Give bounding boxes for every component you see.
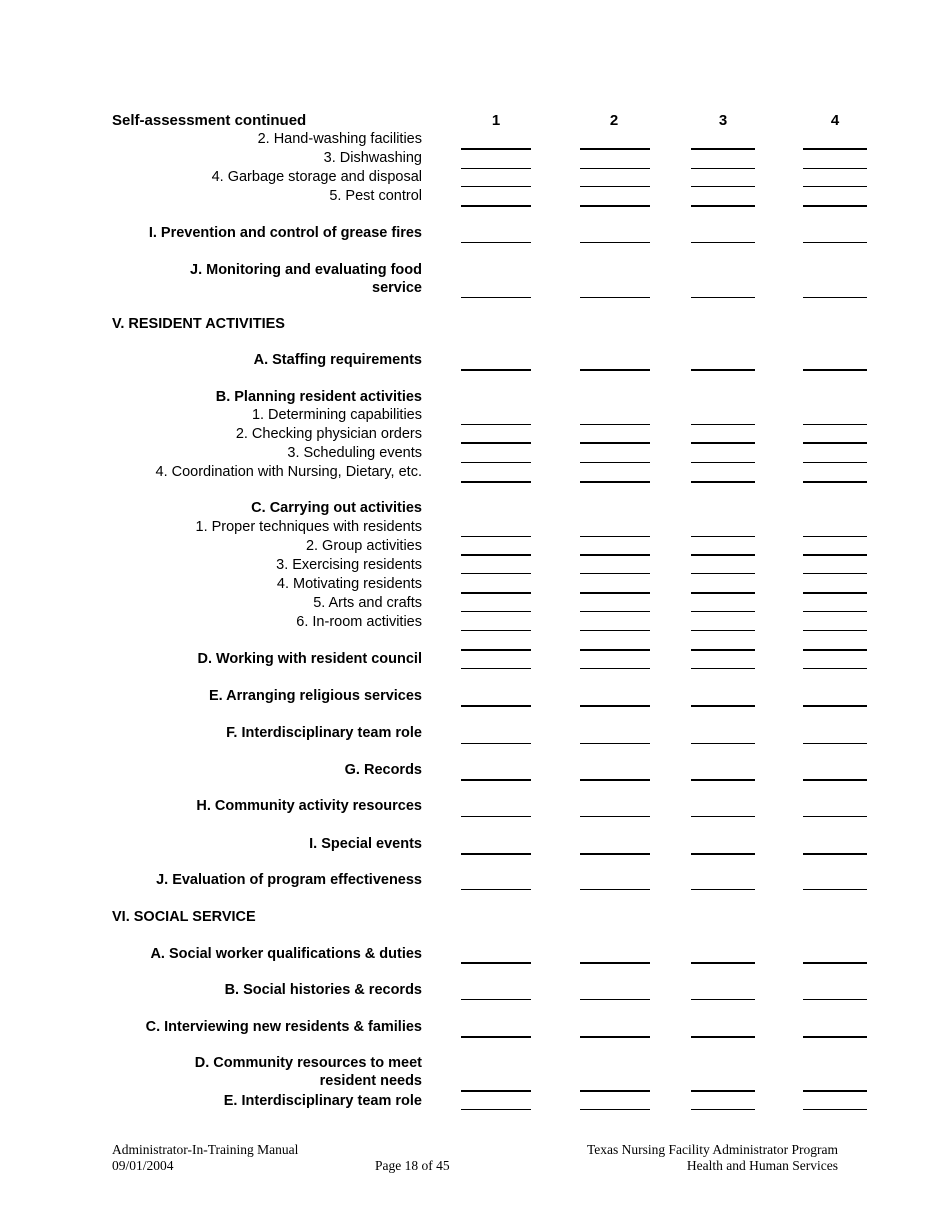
item-label: B. Planning resident activities — [215, 389, 422, 405]
item-label: I. Prevention and control of grease fires — [148, 225, 422, 241]
answer-blank-line — [580, 999, 650, 1000]
answer-blank-line — [580, 1109, 650, 1110]
answer-blank-line — [691, 573, 755, 574]
answer-blank-line — [691, 1090, 755, 1092]
section-heading-resident-activities: V. RESIDENT ACTIVITIES — [112, 316, 285, 332]
answer-blank-line — [691, 1109, 755, 1110]
answer-blank-line — [803, 1109, 867, 1110]
item-label: A. Social worker qualifications & duties — [150, 946, 422, 962]
answer-blank-line — [803, 611, 867, 612]
answer-blank-line — [691, 186, 755, 187]
answer-blank-line — [803, 536, 867, 537]
answer-blank-line — [461, 630, 531, 631]
answer-blank-line — [461, 962, 531, 964]
item-label: A. Staffing requirements — [253, 352, 422, 368]
answer-blank-line — [803, 297, 867, 298]
item-label: 1. Determining capabilities — [251, 407, 422, 423]
item-label: E. Arranging religious services — [208, 688, 422, 704]
page-heading: Self-assessment continued — [112, 112, 307, 129]
answer-blank-line — [803, 668, 867, 669]
answer-blank-line — [691, 889, 755, 890]
answer-blank-line — [580, 649, 650, 651]
answer-blank-line — [580, 148, 650, 150]
answer-blank-line — [580, 853, 650, 855]
answer-blank-line — [803, 242, 867, 243]
answer-blank-line — [461, 573, 531, 574]
answer-blank-line — [461, 205, 531, 207]
answer-blank-line — [461, 779, 531, 781]
answer-blank-line — [803, 424, 867, 425]
answer-blank-line — [580, 1090, 650, 1092]
answer-blank-line — [461, 424, 531, 425]
item-label: 4. Motivating residents — [276, 576, 422, 592]
answer-blank-line — [461, 611, 531, 612]
answer-blank-line — [803, 481, 867, 483]
answer-blank-line — [691, 242, 755, 243]
answer-blank-line — [691, 442, 755, 444]
answer-blank-line — [461, 462, 531, 463]
answer-blank-line — [461, 1090, 531, 1092]
item-label: 2. Hand-washing facilities — [257, 131, 422, 147]
answer-blank-line — [691, 481, 755, 483]
item-label: J. Monitoring and evaluating food — [190, 262, 422, 278]
item-label: 2. Group activities — [305, 538, 422, 554]
answer-blank-line — [461, 442, 531, 444]
item-label: C. Interviewing new residents & families — [145, 1019, 422, 1035]
item-label: 3. Exercising residents — [276, 557, 422, 573]
answer-blank-line — [803, 1036, 867, 1038]
answer-blank-line — [461, 816, 531, 817]
answer-blank-line — [803, 1090, 867, 1092]
answer-blank-line — [803, 630, 867, 631]
item-label: C. Carrying out activities — [251, 500, 422, 516]
column-header-2: 2 — [609, 112, 619, 129]
answer-blank-line — [691, 816, 755, 817]
footer-program: Texas Nursing Facility Administrator Program — [586, 1142, 838, 1157]
answer-blank-line — [580, 816, 650, 817]
answer-blank-line — [803, 999, 867, 1000]
answer-blank-line — [461, 853, 531, 855]
answer-blank-line — [461, 889, 531, 890]
answer-blank-line — [461, 668, 531, 669]
answer-blank-line — [461, 592, 531, 594]
answer-blank-line — [691, 536, 755, 537]
item-label: 4. Coordination with Nursing, Dietary, etc. — [155, 464, 422, 480]
answer-blank-line — [461, 369, 531, 371]
answer-blank-line — [461, 1109, 531, 1110]
answer-blank-line — [580, 962, 650, 964]
answer-blank-line — [461, 148, 531, 150]
answer-blank-line — [691, 462, 755, 463]
answer-blank-line — [803, 816, 867, 817]
item-label: B. Social histories & records — [224, 982, 422, 998]
answer-blank-line — [580, 536, 650, 537]
answer-blank-line — [803, 369, 867, 371]
answer-blank-line — [461, 705, 531, 707]
answer-blank-line — [580, 611, 650, 612]
answer-blank-line — [691, 554, 755, 556]
answer-blank-line — [580, 424, 650, 425]
answer-blank-line — [691, 853, 755, 855]
answer-blank-line — [580, 205, 650, 207]
answer-blank-line — [461, 554, 531, 556]
answer-blank-line — [803, 205, 867, 207]
answer-blank-line — [691, 630, 755, 631]
item-label: 2. Checking physician orders — [235, 426, 422, 442]
answer-blank-line — [580, 242, 650, 243]
answer-blank-line — [691, 705, 755, 707]
answer-blank-line — [461, 186, 531, 187]
answer-blank-line — [461, 649, 531, 651]
answer-blank-line — [580, 705, 650, 707]
answer-blank-line — [803, 148, 867, 150]
answer-blank-line — [580, 554, 650, 556]
answer-blank-line — [691, 424, 755, 425]
item-label: F. Interdisciplinary team role — [226, 725, 422, 741]
footer-agency: Health and Human Services — [686, 1158, 838, 1173]
footer-date: 09/01/2004 — [112, 1158, 174, 1173]
item-label: D. Community resources to meet — [194, 1055, 422, 1071]
answer-blank-line — [691, 611, 755, 612]
column-header-1: 1 — [491, 112, 501, 129]
answer-blank-line — [803, 442, 867, 444]
answer-blank-line — [580, 779, 650, 781]
answer-blank-line — [580, 630, 650, 631]
answer-blank-line — [580, 168, 650, 169]
item-label: J. Evaluation of program effectiveness — [156, 872, 422, 888]
answer-blank-line — [691, 148, 755, 150]
answer-blank-line — [461, 999, 531, 1000]
section-heading-social-service: VI. SOCIAL SERVICE — [112, 909, 256, 925]
item-label: G. Records — [344, 762, 422, 778]
answer-blank-line — [691, 369, 755, 371]
answer-blank-line — [803, 853, 867, 855]
item-label: 3. Scheduling events — [287, 445, 422, 461]
answer-blank-line — [691, 999, 755, 1000]
answer-blank-line — [580, 186, 650, 187]
answer-blank-line — [803, 743, 867, 744]
answer-blank-line — [803, 592, 867, 594]
answer-blank-line — [580, 297, 650, 298]
answer-blank-line — [461, 168, 531, 169]
answer-blank-line — [580, 1036, 650, 1038]
item-label: resident needs — [319, 1073, 422, 1089]
answer-blank-line — [461, 242, 531, 243]
answer-blank-line — [461, 743, 531, 744]
item-label: service — [372, 280, 422, 296]
item-label: 5. Pest control — [329, 188, 422, 204]
item-label: E. Interdisciplinary team role — [223, 1093, 422, 1109]
answer-blank-line — [461, 481, 531, 483]
answer-blank-line — [691, 1036, 755, 1038]
answer-blank-line — [691, 168, 755, 169]
answer-blank-line — [580, 369, 650, 371]
item-label: 5. Arts and crafts — [313, 595, 422, 611]
answer-blank-line — [580, 481, 650, 483]
item-label: 3. Dishwashing — [323, 150, 422, 166]
answer-blank-line — [691, 743, 755, 744]
item-label: D. Working with resident council — [197, 651, 422, 667]
answer-blank-line — [803, 168, 867, 169]
answer-blank-line — [691, 962, 755, 964]
answer-blank-line — [580, 462, 650, 463]
answer-blank-line — [691, 297, 755, 298]
answer-blank-line — [803, 573, 867, 574]
column-header-3: 3 — [718, 112, 728, 129]
answer-blank-line — [461, 297, 531, 298]
answer-blank-line — [580, 442, 650, 444]
item-label: H. Community activity resources — [196, 798, 422, 814]
answer-blank-line — [691, 649, 755, 651]
answer-blank-line — [803, 186, 867, 187]
answer-blank-line — [803, 649, 867, 651]
answer-blank-line — [803, 554, 867, 556]
answer-blank-line — [691, 668, 755, 669]
footer-page-number: Page 18 of 45 — [375, 1158, 450, 1173]
answer-blank-line — [803, 889, 867, 890]
answer-blank-line — [691, 592, 755, 594]
answer-blank-line — [803, 779, 867, 781]
item-label: 1. Proper techniques with residents — [195, 519, 422, 535]
item-label: 4. Garbage storage and disposal — [211, 169, 422, 185]
answer-blank-line — [580, 743, 650, 744]
answer-blank-line — [580, 668, 650, 669]
answer-blank-line — [461, 1036, 531, 1038]
footer-manual-title: Administrator-In-Training Manual — [112, 1142, 299, 1157]
item-label: 6. In-room activities — [296, 614, 422, 630]
answer-blank-line — [580, 573, 650, 574]
answer-blank-line — [803, 962, 867, 964]
answer-blank-line — [691, 779, 755, 781]
column-header-4: 4 — [830, 112, 840, 129]
answer-blank-line — [461, 536, 531, 537]
answer-blank-line — [803, 705, 867, 707]
item-label: I. Special events — [309, 836, 422, 852]
answer-blank-line — [691, 205, 755, 207]
answer-blank-line — [803, 462, 867, 463]
answer-blank-line — [580, 889, 650, 890]
answer-blank-line — [580, 592, 650, 594]
